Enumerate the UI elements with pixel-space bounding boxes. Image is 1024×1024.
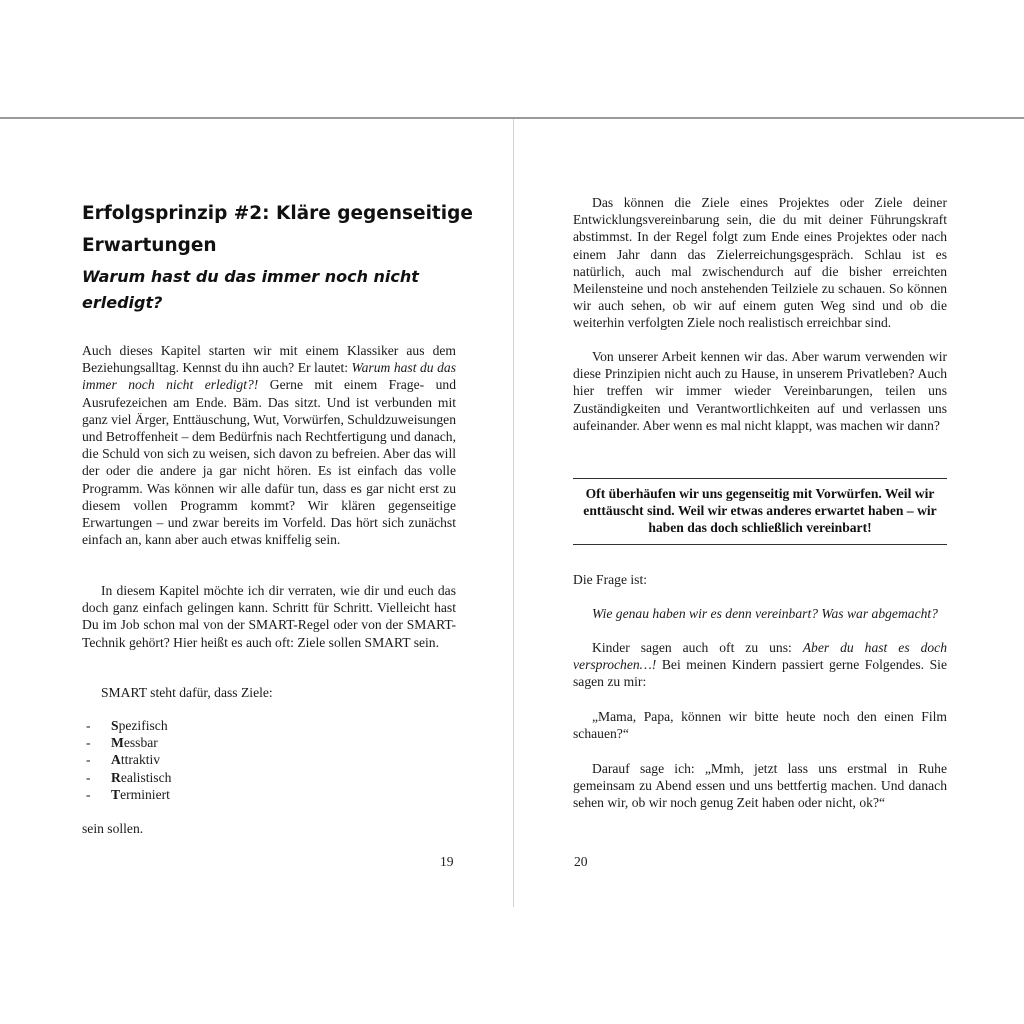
smart-letter: S [111, 718, 119, 733]
smart-letter: A [111, 752, 121, 768]
paragraph-question: Wie genau haben wir es denn vereinbart? Was war abgemacht? [592, 606, 938, 621]
paragraph-italic-quote: Aber du hast es doch versprochen…! [573, 640, 947, 673]
paragraph-text: Gerne mit einem Frage- und Ausrufezeichen am Ende. Bäm. Das sitzt. Und ist verbunden mit ganz viel Ärger, Enttäuschung, Wut, Vorwürfen, Schuldzuweisungen und Betroffenheit – dem Bedürfnis nach Rechtfertigung und danach, die Schuld von sich zu weisen, sich davon zu befreien. Aber das will der oder die andere ja gar nicht hören. Es ist einfach das volle Programm. Was können wir alle dafür tun, dass es gar nicht erst zu diesem vollen Programm kommt? Wir klären gegenseitige Erwartungen – und zwar bereits im Vorfeld. Das hört sich zunächst einfach an, kann aber auch etwas kniffelig sein. [82, 377, 456, 548]
paragraph-question-lead: Die Frage ist: [573, 572, 647, 587]
chapter-heading: Erfolgsprinzip #2: Kläre gegenseitige Erwartungen [82, 203, 473, 256]
smart-list-item [82, 751, 382, 768]
page-gutter [513, 119, 514, 907]
chapter-subheading: Warum hast du das immer noch nicht erledigt? [82, 267, 419, 312]
smart-letter: R [111, 769, 121, 785]
paragraph-private-life: Von unserer Arbeit kennen wir das. Aber warum verwenden wir diese Prinzipien nicht auch zu Hause, in unserem Privatleben? Auch hier treffen wir immer wieder Vereinbarungen, teilen uns Zuständigkeiten und Verantwortlichkeiten auf und verlassen uns aufeinander. Aber wenn es mal nicht klappt, was machen wir dann? [573, 349, 947, 433]
paragraph-intro [82, 342, 456, 548]
smart-list [82, 717, 382, 803]
paragraph-italic-quote: Warum hast du das immer noch nicht erledigt?! [82, 360, 456, 393]
paragraph-text: Kinder sagen auch oft zu uns: [592, 640, 803, 655]
paragraph-text: Auch dieses Kapitel starten wir mit einem Klassiker aus dem Beziehungsalltag. Kennst du ihn auch? Er lautet: [82, 343, 456, 376]
smart-list-item [82, 717, 382, 734]
list-dash: - [86, 786, 91, 802]
paragraph-parent-reply: Darauf sage ich: „Mmh, jetzt lass uns erstmal in Ruhe gemeinsam zu Abend essen und uns bettfertig machen. Und danach sehen wir, ob wir noch genug Zeit haben oder nicht, ok?“ [573, 761, 947, 811]
paragraph-children [573, 639, 947, 691]
smart-letter: T [111, 786, 121, 802]
callout-quote: Oft überhäufen wir uns gegenseitig mit Vorwürfen. Weil wir enttäuscht sind. Weil wir etwas anderes erwartet haben – wir haben das doch schließlich vereinbart! [573, 478, 947, 545]
list-dash: - [86, 769, 91, 785]
paragraph-kids-request: „Mama, Papa, können wir bitte heute noch den einen Film schauen?“ [573, 709, 947, 742]
paragraph-smart-intro: In diesem Kapitel möchte ich dir verraten, wie dir und euch das doch ganz einfach gelingen kann. Schritt für Schritt. Vielleicht hast Du im Job schon mal von der SMART-Regel oder von der SMART-Technik gehört? Hier heißt es auch oft: Ziele sollen SMART sein. [82, 583, 456, 650]
paragraph-smart-lead: SMART steht dafür, dass Ziele: [101, 685, 273, 700]
paragraph-closing: sein sollen. [82, 821, 144, 836]
smart-letter: M [111, 735, 124, 751]
smart-list-item [82, 786, 382, 803]
list-dash: - [86, 735, 91, 751]
list-dash: - [86, 718, 91, 733]
smart-word: essbar [123, 735, 158, 751]
page-number-left: 19 [440, 854, 454, 869]
smart-word: pezifisch [118, 718, 168, 733]
smart-list-item [82, 734, 382, 751]
list-dash: - [86, 752, 91, 768]
paragraph-goals: Das können die Ziele eines Projektes oder Ziele deiner Entwicklungsvereinbarung sein, die du mit deiner Führungskraft abstimmst. In der Regel folgt zum Ende eines Projektes oder nach einem Jahr dann das Zielerreichungsgespräch. Schlau ist es natürlich, auch mal zwischendurch auf die bisher erreichten Meilensteine und noch anstehenden Teilziele zu schauen. So können wir auch sehen, ob wir auf einem guten Weg sind und ob die weiterhin verfolgten Ziele noch realistisch erreichbar sind. [573, 195, 947, 331]
top-divider [0, 117, 1024, 119]
page-number-right: 20 [574, 854, 588, 869]
smart-word: ttraktiv [120, 752, 161, 768]
paragraph-text: Bei meinen Kindern passiert gerne Folgendes. Sie sagen zu mir: [573, 657, 947, 690]
smart-word: erminiert [120, 786, 170, 802]
smart-list-item [82, 769, 382, 786]
smart-word: ealistisch [120, 769, 172, 785]
